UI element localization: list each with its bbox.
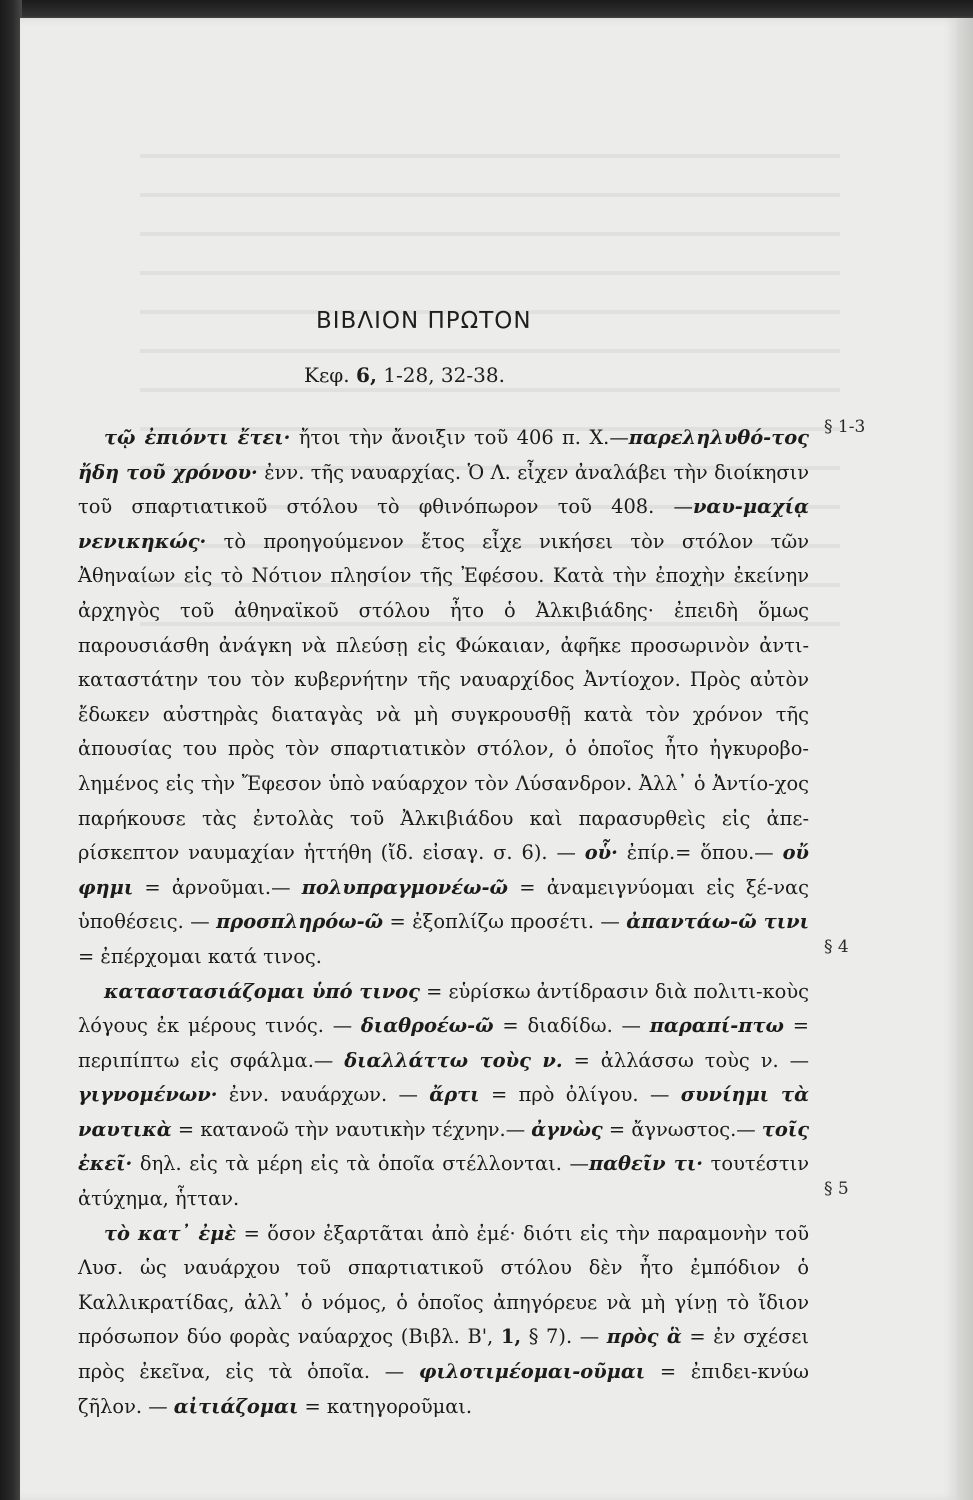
commentary-run: τὸ προηγούμενον ἔτος εἶχε νικήσει τὸν στόλον τῶν Ἀθηναίων εἰς τὸ Νότιον πλησίον τῆς Ἐφέσου. Κατὰ τὴν ἐποχὴν ἐκείνην ἀρχηγὸς τοῦ ἀθηναϊκοῦ στόλου ἦτο ὁ Ἀλκιβιάδης· ἐπειδὴ ὅμως παρουσιάσθη ἀνάγκη νὰ πλεύσῃ εἰς Φώκαιαν, ἀφῆκε προσωρινὸν ἀντι-καταστάτην του τὸν κυβερνήτην τῆς ναυαρχίδος Ἀντίοχον. Πρὸς αὐτὸν ἔδωκεν αὐστηρὰς διαταγὰς νὰ μὴ συγκρουσθῇ κατὰ τὸν χρόνον τῆς ἀπουσίας του πρὸς τὸν σπαρτιατικὸν στόλον, ὁ ὁποῖος ἦτο ἠγκυροβο-λημένος εἰς τὴν Ἔφεσον ὑπὸ ναύαρχον τὸν Λύσανδρον. Ἀλλ᾽ ὁ Ἀντίο-χος παρήκουσε τὰς ἐντολὰς τοῦ Ἀλκιβιάδου καὶ παρασυρθεὶς εἰς ἀπε-ρίσκεπτον ναυμαχίαν ἡττήθη (ἴδ. εἰσαγ. σ. 6). — <box>78 529 809 865</box>
book-title: ΒΙΒΛΙΟΝ ΠΡΩΤΟΝ <box>316 308 532 334</box>
lemma-term: τὸ κατ᾽ ἐμὲ <box>104 1221 237 1245</box>
section-marker-5: § 5 <box>824 1179 849 1199</box>
book-page <box>20 18 958 1500</box>
commentary-run: = ἐπιδει-κνύω ζῆλον. — <box>78 1360 809 1418</box>
lemma-term: καταστασιάζομαι ὑπό τινος <box>104 979 420 1003</box>
scan-border-left <box>0 0 22 1500</box>
lemma-term: φιλοτιμέομαι-οῦμαι <box>418 1360 646 1384</box>
commentary-run: = κατηγοροῦμαι. <box>298 1394 473 1418</box>
section-marker-1-3: § 1-3 <box>824 417 866 437</box>
commentary-run: = ἐπέρχομαι κατά τινος. <box>78 944 322 968</box>
lemma-term: παραπί-πτω <box>649 1014 784 1038</box>
lemma-term: παρεληλυθό-τος ἤδη τοῦ χρόνου· <box>78 426 809 484</box>
commentary-run: = πρὸ ὀλίγου. — <box>479 1083 681 1107</box>
scan-border-top <box>0 0 973 20</box>
chapter-reference <box>304 363 505 387</box>
lemma-term: οὗ· <box>584 841 618 865</box>
bold-reference: 1, <box>500 1325 522 1349</box>
lemma-term: πολυπραγμονέω-ῶ <box>301 875 509 899</box>
commentary-run: = περιπίπτω εἰς σφάλμα.— <box>78 1014 809 1072</box>
commentary-run: § 7). — <box>521 1325 607 1349</box>
commentary-text <box>78 421 809 1424</box>
commentary-run: = ὅσον ἐξαρτᾶται ἀπὸ ἐμέ· διότι εἰς τὴν παραμονὴν τοῦ Λυσ. ὡς ναυάρχου τοῦ σπαρτιατικοῦ στόλου δὲν ἦτο ἐμπόδιον ὁ Καλλικρατίδας, ἀλλ᾽ ὁ νόμος, ὁ ὁποῖος ἀπηγόρευε νὰ μὴ γίνῃ τὸ ἴδιον πρόσωπον δύο φορὰς ναύαρχος (Βιβλ. Β', <box>78 1221 809 1349</box>
commentary-run: ἐνν. τῆς ναυαρχίας. Ὁ Λ. εἶχεν ἀναλάβει τὴν διοίκησιν τοῦ σπαρτιατικοῦ στόλου τὸ φθινόπωρον τοῦ 408. — <box>78 460 809 519</box>
lemma-term: αἰτιάζομαι <box>173 1394 299 1418</box>
lemma-term: τοῖς ἐκεῖ· <box>78 1117 810 1176</box>
lemma-term: διαλλάττω τοὺς ν. <box>344 1048 563 1072</box>
lemma-term: πρὸς ἃ <box>606 1325 682 1349</box>
commentary-run: ἐνν. ναυάρχων. — <box>217 1083 430 1107</box>
commentary-paragraph-2 <box>78 975 809 1217</box>
section-marker-4: § 4 <box>824 937 849 957</box>
commentary-run: ἐπίρ.= ὅπου.— <box>617 841 783 865</box>
commentary-run: = ἐξοπλίζω προσέτι. — <box>383 910 627 934</box>
commentary-run: = ἀλλάσσω τοὺς ν. — <box>562 1048 810 1072</box>
commentary-run: = ἀναμειγνύομαι εἰς ξέ-νας ὑποθέσεις. — <box>78 875 809 934</box>
commentary-run: = ἐν σχέσει πρὸς ἐκεῖνα, εἰς τὰ ὁποῖα. — <box>78 1325 809 1384</box>
lemma-term: προσπληρόω-ῶ <box>216 910 384 934</box>
chapter-number: 6, <box>356 363 377 387</box>
lemma-term: τῷ ἐπιόντι ἔτει· <box>104 426 291 449</box>
lemma-term: ἀγνὼς <box>531 1117 603 1141</box>
commentary-run: ἤτοι τὴν ἄνοιξιν τοῦ 406 π. Χ.— <box>290 426 629 449</box>
lemma-term: ναυ-μαχίᾳ νενικηκώς· <box>78 495 809 553</box>
page-edge-right <box>957 18 973 1500</box>
lemma-term: συνίημι τὰ ναυτικὰ <box>78 1083 809 1141</box>
commentary-run: = ἀρνοῦμαι.— <box>133 875 302 899</box>
commentary-paragraph-3 <box>78 1217 809 1425</box>
lemma-term: ἄρτι <box>429 1083 480 1107</box>
commentary-run: = εὑρίσκω ἀντίδρασιν διὰ πολιτι-κοὺς λόγους ἐκ μέρους τινός. — <box>78 979 810 1038</box>
chapter-ranges: 1-28, 32-38. <box>383 363 505 387</box>
commentary-paragraph-1 <box>78 421 809 975</box>
chapter-prefix: Κεφ. <box>304 363 350 387</box>
commentary-run: δηλ. εἰς τὰ μέρη εἰς τὰ ὁποῖα στέλλονται. — <box>132 1152 589 1176</box>
commentary-run: τουτέστιν ἀτύχημα, ἧτταν. <box>78 1152 809 1211</box>
lemma-term: οὔ φημι <box>78 841 809 899</box>
commentary-run: = κατανοῶ τὴν ναυτικὴν τέχνην.— <box>171 1117 532 1141</box>
commentary-run: = διαδίδω. — <box>493 1014 650 1038</box>
lemma-term: παθεῖν τι· <box>588 1152 704 1176</box>
commentary-run: = ἄγνωστος.— <box>602 1117 762 1141</box>
lemma-term: γιγνομένων· <box>78 1083 218 1107</box>
lemma-term: διαθροέω-ῶ <box>360 1014 494 1038</box>
lemma-term: ἀπαντάω-ῶ τινι <box>626 910 809 934</box>
